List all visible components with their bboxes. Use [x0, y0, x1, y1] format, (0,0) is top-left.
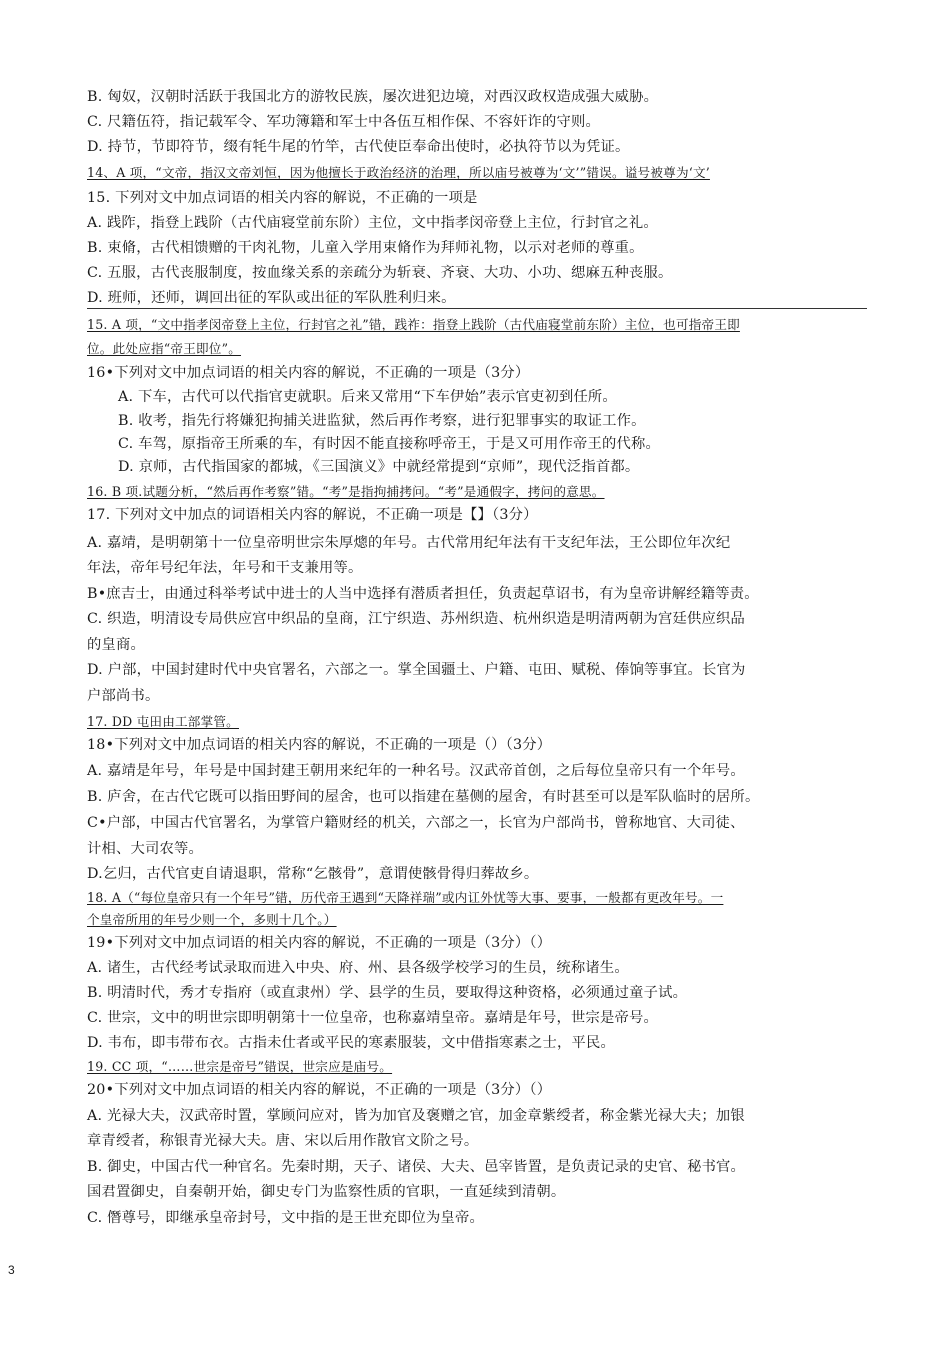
question-line: 16•下列对文中加点词语的相关内容的解说，不正确的一项是（3分）	[87, 365, 530, 381]
question-line: 17. 下列对文中加点的词语相关内容的解说，不正确一项是【】（3分）	[87, 507, 538, 523]
option-line: A. 嘉靖，是明朝第十一位皇帝明世宗朱厚熜的年号。古代常用纪年法有干支纪年法，王公即位年次纪	[87, 535, 731, 551]
question-line: 15. 下列对文中加点词语的相关内容的解说，不正确的一项是	[87, 190, 478, 206]
answer-line: 18. A（“每位皇帝只有一个年号”错，历代帝王遇到“天降祥瑞”或内讧外忧等大事、要事，一般都有更改年号。一	[87, 890, 724, 905]
option-line: B•庶吉士，由通过科举考试中进士的人当中选择有潜质者担任，负责起草诏书，有为皇帝讲解经籍等责。	[87, 586, 759, 602]
option-line: C. 僭尊号，即继承皇帝封号，文中指的是王世充即位为皇帝。	[87, 1210, 485, 1226]
answer-line: 16. B 项.试题分析，“然后再作考察”错。“考”是指拘捕拷问。“考”是通假字，拷问的意思。	[87, 484, 605, 499]
option-line: C. 车驾，原指帝王所乘的车，有时因不能直接称呼帝王，于是又可用作帝王的代称。	[118, 436, 661, 452]
option-line: A. 下车，古代可以代指官吏就职。后来又常用“下车伊始”表示官吏初到任所。	[118, 389, 617, 405]
option-line: C. 尺籍伍符，指记载军令、军功簿籍和军士中各伍互相作保、不容奸诈的守则。	[87, 114, 601, 130]
option-line: A. 光禄大夫，汉武帝时置，掌顾问应对，皆为加官及褒赠之官，加金章紫绶者，称金紫光禄大夫；加银	[87, 1108, 745, 1124]
option-line: A. 诸生，古代经考试录取而进入中央、府、州、县各级学校学习的生员，统称诸生。	[87, 960, 629, 976]
answer-line: 19. CC 项，“……世宗是帝号”错误，世宗应是庙号。	[87, 1059, 393, 1074]
option-line: 国君置御史，自秦朝开始，御史专门为监察性质的官职，一直延续到清朝。	[87, 1184, 566, 1200]
option-line: B. 庐舍，在古代它既可以指田野间的屋舍，也可以指建在墓侧的屋舍，有时甚至可以是军队临时的居所。	[87, 789, 760, 805]
option-line: D. 京师，古代指国家的都城，《三国演义》中就经常提到“京师”，现代泛指首都。	[118, 459, 640, 475]
option-line: 的皇商。	[87, 637, 145, 653]
question-line: 18•下列对文中加点词语的相关内容的解说，不正确的一项是（）（3分）	[87, 737, 552, 753]
option-line: C. 五服，古代丧服制度，按血缘关系的亲疏分为斩衰、齐衰、大功、小功、缌麻五种丧服。	[87, 265, 673, 281]
option-line: B. 匈奴，汉朝时活跃于我国北方的游牧民族，屡次进犯边境，对西汉政权造成强大威胁。	[87, 89, 659, 105]
option-line: C. 织造，明清设专局供应宫中织品的皇商，江宁织造、苏州织造、杭州织造是明清两朝为宫廷供应织品	[87, 611, 745, 627]
option-line: C•户部，中国古代官署名，为掌管户籍财经的机关，六部之一，长官为户部尚书，曾称地官、大司徒、	[87, 815, 745, 831]
option-line: 计相、大司农等。	[87, 841, 203, 857]
option-line: B. 御史，中国古代一种官名。先秦时期，天子、诸侯、大夫、邑宰皆置，是负责记录的史官、秘书官。	[87, 1159, 746, 1175]
option-line: A. 践阼，指登上践阶（古代庙寝堂前东阶）主位，文中指孝闵帝登上主位，行封官之礼。	[87, 215, 658, 231]
question-line: 20•下列对文中加点词语的相关内容的解说，不正确的一项是（3分）（）	[87, 1082, 552, 1098]
answer-line: 17. DD 屯田由工部掌管。	[87, 714, 239, 729]
answer-line: 14、A 项，“文帝，指汉文帝刘恒，因为他擅长于政治经济的治理，所以庙号被尊为‘文’”错误。谥号被尊为‘文’	[87, 165, 710, 180]
option-line: B. 束脩，古代相馈赠的干肉礼物，儿童入学用束脩作为拜师礼物，以示对老师的尊重。	[87, 240, 644, 256]
option-line: 户部尚书。	[87, 688, 160, 704]
page-number: 3	[8, 1263, 15, 1277]
option-line: 章青绶者，称银青光禄大夫。唐、宋以后用作散官文阶之号。	[87, 1133, 479, 1149]
option-line: D.乞归，古代官吏自请退职，常称“乞骸骨”，意谓使骸骨得归葬故乡。	[87, 866, 539, 882]
option-line: 年法，帝年号纪年法，年号和干支兼用等。	[87, 560, 363, 576]
option-line: B. 明清时代，秀才专指府（或直隶州）学、县学的生员，要取得这种资格，必须通过童子试。	[87, 985, 688, 1001]
option-line: D. 韦布，即韦带布衣。古指未仕者或平民的寒素服装，文中借指寒素之士，平民。	[87, 1035, 616, 1051]
section-divider	[87, 308, 867, 309]
option-line: C. 世宗，文中的明世宗即明朝第十一位皇帝，也称嘉靖皇帝。嘉靖是年号，世宗是帝号。	[87, 1010, 658, 1026]
question-line: 19•下列对文中加点词语的相关内容的解说，不正确的一项是（3分）（）	[87, 935, 552, 951]
answer-line: 位。此处应指“帝王即位”。	[87, 341, 242, 356]
answer-line: 15. A 项，“文中指孝闵帝登上主位，行封官之礼”错，践祚：指登上践阶（古代庙寝堂前东阶）主位，也可指帝王即	[87, 317, 740, 332]
option-line: B. 收考，指先行将嫌犯拘捕关进监狱，然后再作考察，进行犯罪事实的取证工作。	[118, 413, 646, 429]
option-line: D. 持节，节即符节，缀有牦牛尾的竹竿，古代使臣奉命出使时，必执符节以为凭证。	[87, 139, 630, 155]
option-line: A. 嘉靖是年号，年号是中国封建王朝用来纪年的一种名号。汉武帝首创，之后每位皇帝只有一个年号。	[87, 763, 745, 779]
option-line: D. 班师，还师，调回出征的军队或出征的军队胜利归来。	[87, 290, 456, 306]
answer-line: 个皇帝所用的年号少则一个，多则十几个。）	[87, 912, 337, 927]
option-line: D. 户部，中国封建时代中央官署名，六部之一。掌全国疆土、户籍、屯田、赋税、俸饷等事宜。长官为	[87, 662, 746, 678]
